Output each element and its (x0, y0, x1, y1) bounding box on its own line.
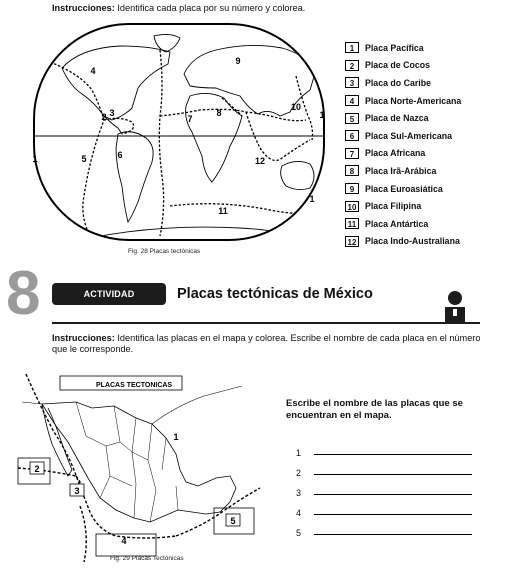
legend-item (345, 145, 523, 163)
figure-caption-29: Fig. 29 Placas Tectónicas (110, 555, 184, 562)
legend-label: Placa Pacífica (365, 42, 424, 53)
header-rule (52, 322, 480, 324)
answer-line[interactable] (314, 514, 472, 515)
legend-item (345, 39, 523, 57)
legend-number: 9 (345, 183, 359, 194)
legend-label: Placa Indo-Australiana (365, 236, 460, 247)
answer-row-1[interactable] (296, 444, 472, 458)
legend-label: Placa de Cocos (365, 60, 431, 71)
baja-california-outline (42, 404, 72, 476)
world-num-10: 10 (290, 102, 302, 112)
legend-label: Placa de Nazca (365, 113, 429, 124)
world-num-3: 3 (109, 108, 115, 118)
mexico-outline (42, 402, 236, 522)
legend-number: 6 (345, 130, 359, 141)
legend-item (345, 180, 523, 198)
world-num-1-south: 1 (309, 194, 315, 204)
map-title: PLACAS TECTONICAS (96, 382, 173, 389)
world-num-2: 2 (101, 112, 107, 122)
boundary-rivera (80, 506, 86, 562)
world-num-7: 7 (187, 114, 193, 124)
legend-label: Placa Irã-Arábica (365, 165, 437, 176)
legend-number: 2 (345, 60, 359, 71)
legend-item (345, 162, 523, 180)
answer-number: 5 (296, 528, 302, 538)
world-num-4: 4 (90, 66, 96, 76)
answer-number: 3 (296, 488, 302, 498)
world-num-12: 12 (254, 156, 266, 166)
legend-item (345, 215, 523, 233)
world-num-1-east: 1 (319, 110, 325, 120)
legend-item (345, 92, 523, 110)
legend-number: 8 (345, 165, 359, 176)
answer-row-5[interactable] (296, 524, 472, 538)
legend-number: 4 (345, 95, 359, 106)
legend-label: Placa do Caribe (365, 77, 432, 88)
instructions-2 (52, 333, 482, 355)
legend-label: Placa Norte-Americana (365, 95, 462, 106)
legend-label: Placa Filipina (365, 201, 422, 212)
mexico-num-4: 4 (121, 536, 127, 546)
legend-label: Placa Euroasiática (365, 183, 443, 194)
instructions-1 (52, 3, 305, 14)
legend-item (345, 109, 523, 127)
figure-caption-28: Fig. 28 Placas tectónicas (128, 248, 201, 255)
legend-number: 10 (345, 201, 359, 212)
legend-number: 7 (345, 148, 359, 159)
mexico-num-2: 2 (34, 464, 40, 474)
answer-row-4[interactable] (296, 504, 472, 518)
world-num-1-west: 1 (32, 154, 38, 164)
answer-line[interactable] (314, 494, 472, 495)
mexico-num-1: 1 (173, 432, 179, 442)
world-num-11: 11 (218, 206, 228, 216)
answer-number: 4 (296, 508, 302, 518)
legend-item (345, 233, 523, 251)
legend-item (345, 197, 523, 215)
legend-item (345, 127, 523, 145)
legend-item (345, 74, 523, 92)
legend-number: 12 (345, 236, 359, 247)
world-tectonic-map (20, 16, 338, 248)
answer-number: 2 (296, 468, 302, 478)
world-num-5: 5 (81, 154, 87, 164)
legend-number: 1 (345, 42, 359, 53)
activity-title: Placas tectónicas de México (177, 286, 373, 302)
boundary-pacific-north-american (26, 374, 179, 538)
mexico-num-5: 5 (230, 516, 236, 526)
instructions-text: Identifica las placas en el mapa y colorea. Escribe el nombre de cada placa en el número que le corresponde. (52, 333, 481, 354)
answer-line[interactable] (314, 454, 472, 455)
activity-badge: ACTIVIDAD (52, 283, 166, 305)
answer-row-3[interactable] (296, 484, 472, 498)
legend-label: Placa Sul-Americana (365, 130, 453, 141)
legend-item (345, 57, 523, 75)
person-icon (442, 290, 468, 324)
world-num-8: 8 (216, 108, 222, 118)
state-borders (76, 402, 178, 522)
answer-number: 1 (296, 448, 302, 458)
answer-row-2[interactable] (296, 464, 472, 478)
activity-number: 8 (6, 259, 41, 328)
world-num-9: 9 (235, 56, 241, 66)
plates-legend (345, 39, 523, 250)
legend-number: 5 (345, 113, 359, 124)
context-borders (22, 386, 242, 424)
answer-line[interactable] (314, 534, 472, 535)
instructions-label: Instrucciones: (52, 333, 115, 343)
world-num-6: 6 (117, 150, 123, 160)
mexico-num-3: 3 (74, 486, 80, 496)
legend-number: 3 (345, 77, 359, 88)
instructions-text: Identifica cada placa por su número y colorea. (117, 3, 306, 13)
answer-line[interactable] (314, 474, 472, 475)
legend-label: Placa Antártica (365, 218, 429, 229)
legend-label: Placa Africana (365, 148, 426, 159)
instructions-label: Instrucciones: (52, 3, 115, 13)
legend-number: 11 (345, 218, 359, 229)
answer-prompt: Escribe el nombre de las placas que se encuentran en el mapa. (286, 398, 463, 421)
mexico-tectonic-map (16, 366, 262, 562)
